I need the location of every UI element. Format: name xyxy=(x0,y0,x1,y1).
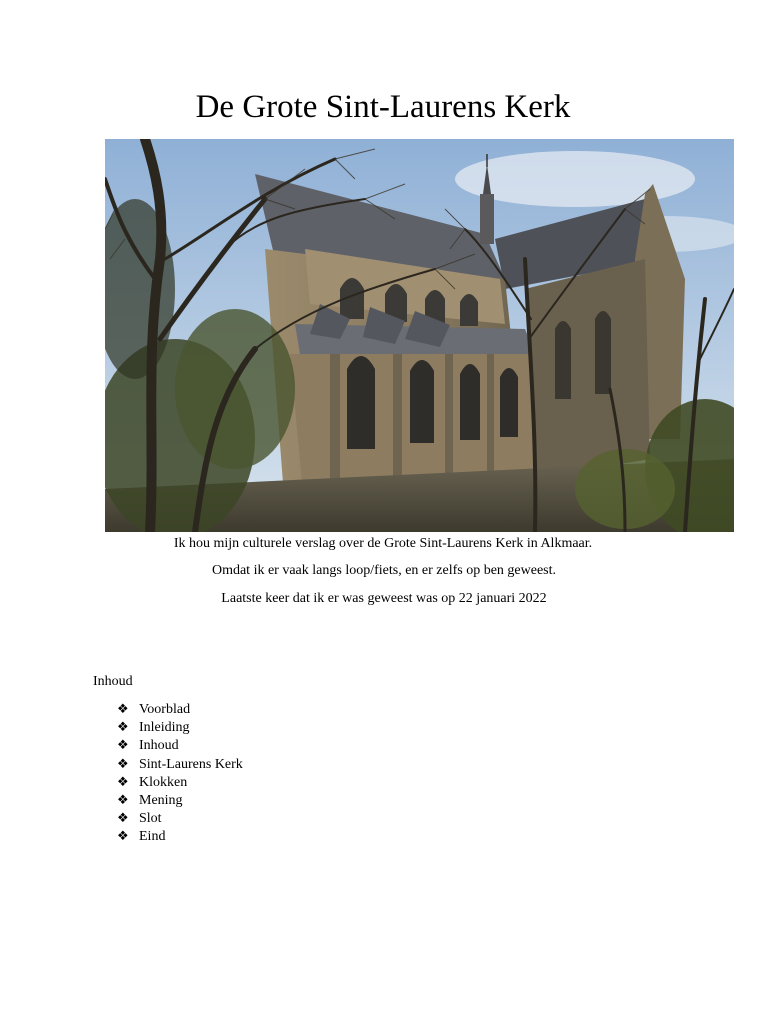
toc-item-label: Voorblad xyxy=(139,702,191,718)
toc-item-label: Inhoud xyxy=(139,738,179,754)
diamond-bullet-icon: ❖ xyxy=(117,793,129,809)
toc-item-label: Klokken xyxy=(139,774,188,790)
toc-item-label: Sint-Laurens Kerk xyxy=(139,756,243,772)
diamond-bullet-icon: ❖ xyxy=(117,756,129,772)
toc-item-label: Mening xyxy=(139,793,183,809)
diamond-bullet-icon: ❖ xyxy=(117,738,129,754)
intro-line-1 xyxy=(0,535,768,553)
toc-item xyxy=(117,737,243,755)
intro-line-2: Omdat ik er vaak langs loop/fiets, en er zelfs op ben geweest. xyxy=(211,563,557,578)
diamond-bullet-icon: ❖ xyxy=(117,811,129,827)
toc-item-label: Slot xyxy=(139,811,162,827)
toc-item xyxy=(117,701,243,719)
toc-item xyxy=(117,774,243,792)
diamond-bullet-icon: ❖ xyxy=(117,702,129,718)
document-title xyxy=(0,86,768,128)
toc-item-label: Inleiding xyxy=(139,720,190,736)
toc-item xyxy=(117,756,243,774)
toc-item xyxy=(117,828,243,846)
diamond-bullet-icon: ❖ xyxy=(117,829,129,845)
church-photo xyxy=(105,139,734,532)
intro-line-3: Laatste keer dat ik er was geweest was op 22 januari 2022 xyxy=(221,591,547,606)
toc-heading: Inhoud xyxy=(93,674,133,689)
document-title-text: De Grote Sint-Laurens Kerk xyxy=(195,89,571,125)
toc-item xyxy=(117,792,243,810)
toc-list xyxy=(117,701,243,847)
toc-item xyxy=(117,719,243,737)
diamond-bullet-icon: ❖ xyxy=(117,720,129,736)
diamond-bullet-icon: ❖ xyxy=(117,774,129,790)
toc-item-label: Eind xyxy=(139,829,166,845)
toc-item xyxy=(117,810,243,828)
church-photo-illustration xyxy=(105,139,734,532)
intro-line-1-text: Ik hou mijn culturele verslag over de Grote Sint-Laurens Kerk in Alkmaar. xyxy=(173,536,593,551)
